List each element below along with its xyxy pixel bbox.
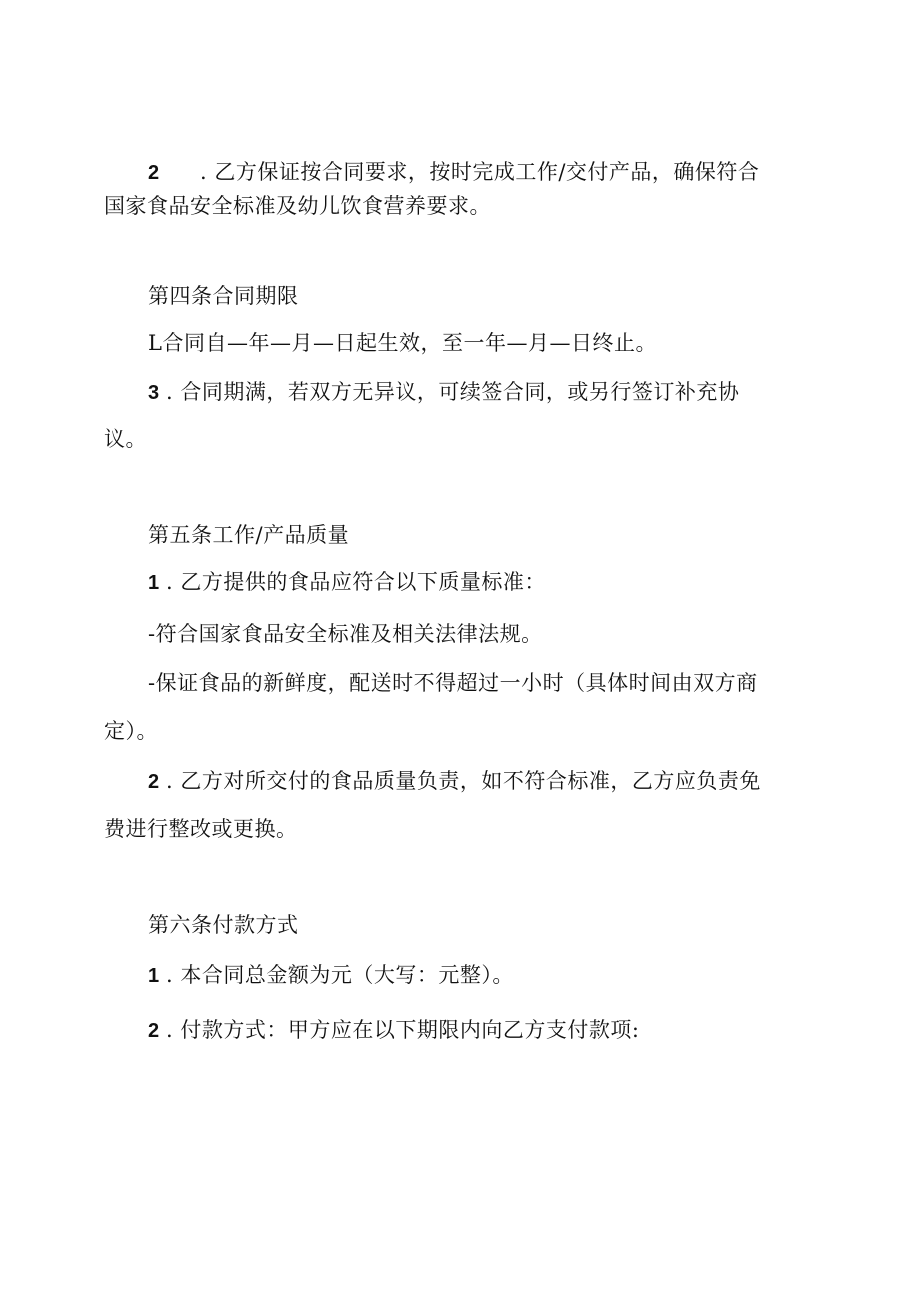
article-5-item-2-line-2: 费进行整改或更换。: [104, 817, 298, 841]
article-5-item-1: [148, 568, 820, 597]
article-5-bullet-1: -符合国家食品安全标准及相关法律法规。: [148, 622, 543, 646]
item-number: 2: [148, 771, 160, 793]
article-4-item-3-line-2: 议。: [104, 427, 147, 451]
clause-text: . 乙方对所交付的食品质量负责，如不符合标准，乙方应负责免: [166, 769, 761, 793]
item-number: 1: [148, 965, 160, 987]
article-6-item-1: [148, 961, 820, 990]
item-number: 2: [148, 1020, 160, 1042]
article-6-heading: 第六条付款方式: [148, 913, 299, 937]
article-4-heading: 第四条合同期限: [148, 284, 299, 308]
item-number: 1: [148, 572, 160, 594]
clause-text: . 合同期满，若双方无异议，可续签合同，或另行签订补充协: [166, 380, 740, 404]
article-5-bullet-2-line-1: -保证食品的新鲜度，配送时不得超过一小时（具体时间由双方商: [148, 671, 758, 695]
item-number: 2: [148, 162, 160, 184]
clause-text: . 本合同总金额为元（大写：元整）。: [166, 963, 514, 987]
clause-3-item-2-line-2: 国家食品安全标准及幼儿饮食营养要求。: [104, 194, 491, 218]
article-6-item-2: [148, 1016, 820, 1045]
article-4-item-3-line-1: [148, 378, 820, 407]
article-5-bullet-2-line-2: 定）。: [104, 719, 158, 743]
item-number: 3: [148, 382, 160, 404]
article-5-item-2-line-1: [148, 767, 820, 796]
clause-text: . 乙方保证按合同要求，按时完成工作/交付产品，确保符合: [200, 160, 760, 184]
clause-3-item-2-line-1: [148, 158, 820, 187]
article-4-item-1: L合同自—年—月—日起生效，至一年—月—日终止。: [148, 331, 657, 355]
clause-text: . 付款方式：甲方应在以下期限内向乙方支付款项:: [166, 1018, 640, 1042]
clause-text: . 乙方提供的食品应符合以下质量标准：: [166, 570, 546, 594]
article-5-heading: 第五条工作/产品质量: [148, 523, 350, 547]
